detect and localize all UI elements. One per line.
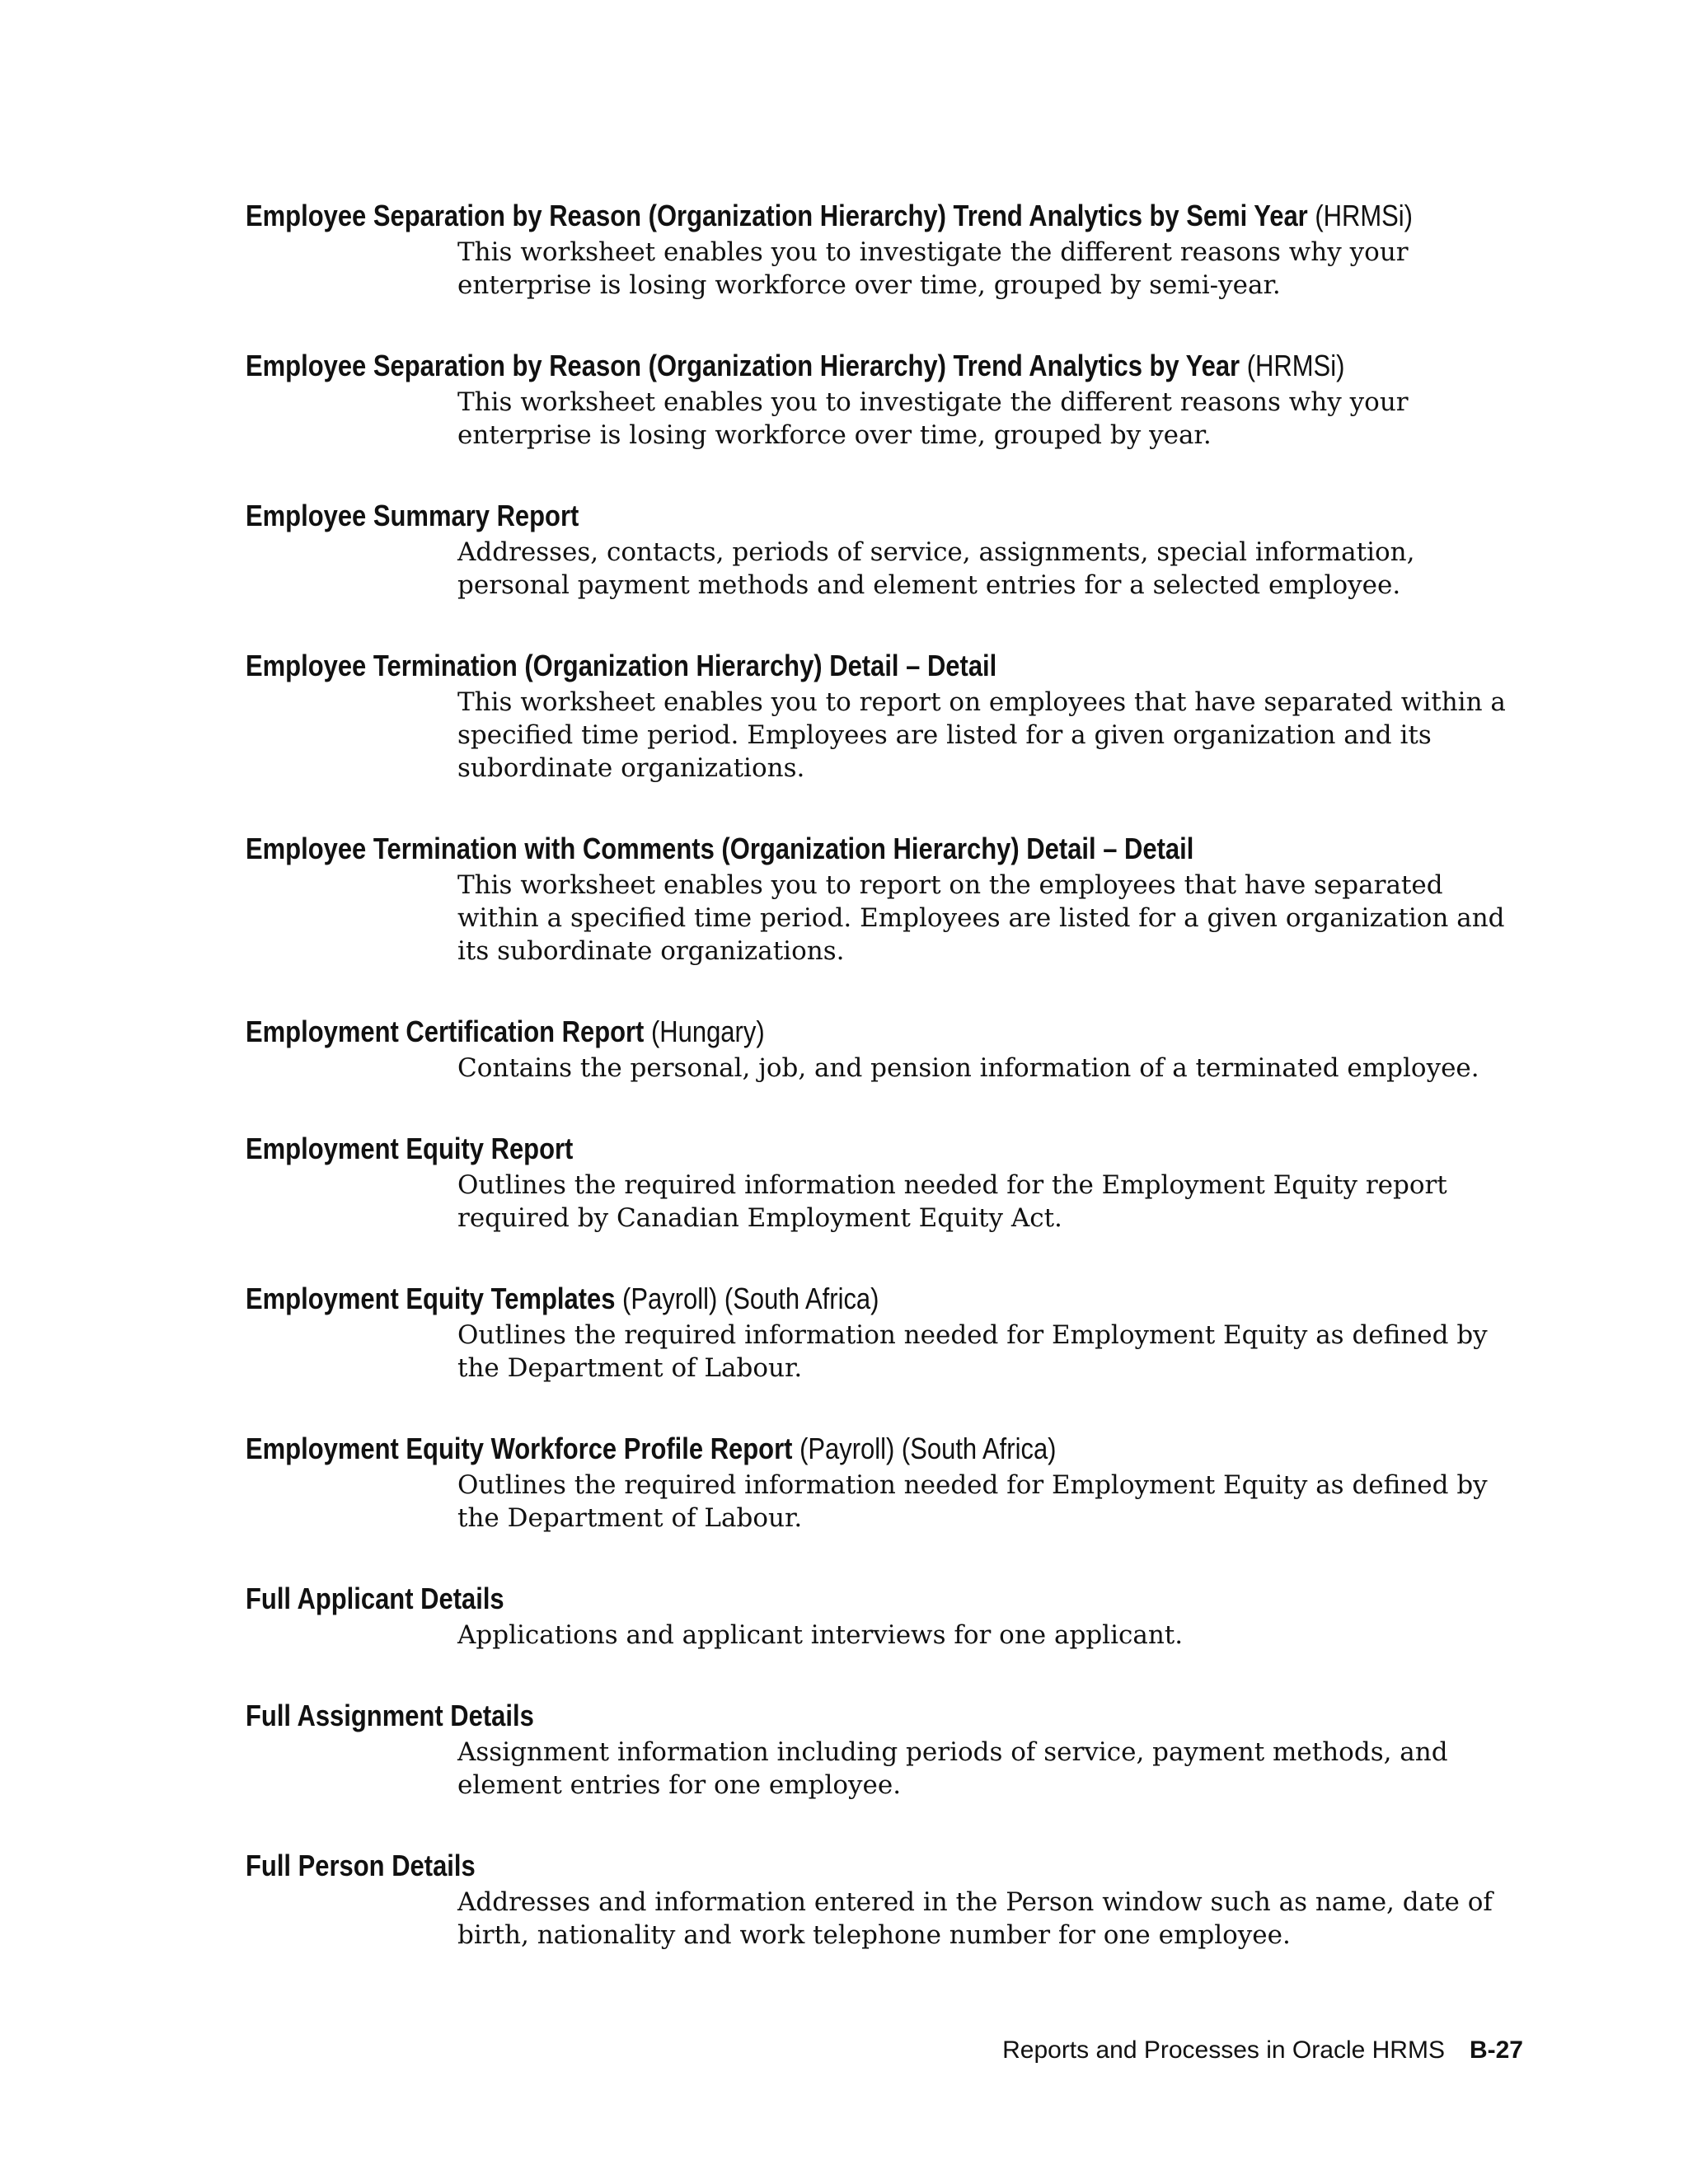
entry-title bbox=[246, 346, 1352, 386]
entry-description: Addresses, contacts, periods of service, assignments, special information, personal payment methods and element entries for a selected employee. bbox=[457, 537, 1415, 600]
entry-title bbox=[246, 1279, 1352, 1319]
entry-description: Addresses and information entered in the Person window such as name, date of birth, nationality and work telephone number for one employee. bbox=[457, 1887, 1493, 1950]
report-entry-list bbox=[246, 196, 1531, 1996]
entry-title-text: Employee Summary Report bbox=[246, 499, 579, 532]
entry-title-text: Employee Separation by Reason (Organization Hierarchy) Trend Analytics by Year bbox=[246, 349, 1240, 382]
entry-title-text: Full Person Details bbox=[246, 1849, 476, 1882]
entry-title bbox=[246, 1129, 1352, 1169]
entry-title-text: Employee Termination (Organization Hierarchy) Detail – Detail bbox=[246, 649, 997, 682]
report-entry bbox=[246, 1429, 1531, 1535]
entry-title-text: Employee Separation by Reason (Organization Hierarchy) Trend Analytics by Semi Year bbox=[246, 199, 1308, 232]
report-entry bbox=[246, 1129, 1531, 1235]
entry-qualifier: (Hungary) bbox=[650, 1015, 765, 1048]
entry-qualifier: (HRMSi) bbox=[1315, 199, 1413, 232]
entry-description: This worksheet enables you to report on employees that have separated within a specified time period. Employees are listed for a given organization and its subordinate organizations. bbox=[457, 687, 1506, 783]
report-entry bbox=[246, 829, 1531, 968]
entry-title-text: Employment Certification Report bbox=[246, 1015, 645, 1048]
entry-title-text: Full Applicant Details bbox=[246, 1582, 504, 1615]
report-entry bbox=[246, 1012, 1531, 1085]
report-entry bbox=[246, 1696, 1531, 1802]
report-entry bbox=[246, 1846, 1531, 1952]
report-entry bbox=[246, 496, 1531, 602]
entry-title-text: Employee Termination with Comments (Organization Hierarchy) Detail – Detail bbox=[246, 832, 1194, 865]
entry-description: This worksheet enables you to investigate the different reasons why your enterprise is losing workforce over time, grouped by semi-year. bbox=[457, 237, 1409, 300]
entry-qualifier: (Payroll) (South Africa) bbox=[799, 1432, 1057, 1465]
entry-title bbox=[246, 829, 1352, 869]
entry-description: This worksheet enables you to investigate the different reasons why your enterprise is losing workforce over time, grouped by year. bbox=[457, 387, 1409, 450]
entry-description: This worksheet enables you to report on the employees that have separated within a specified time period. Employees are listed for a given organization and its subordinate organizations. bbox=[457, 870, 1505, 966]
entry-qualifier: (HRMSi) bbox=[1246, 349, 1345, 382]
entry-description: Outlines the required information needed for Employment Equity as defined by the Department of Labour. bbox=[457, 1320, 1488, 1383]
entry-qualifier: (Payroll) (South Africa) bbox=[622, 1282, 879, 1315]
entry-description: Assignment information including periods of service, payment methods, and element entries for one employee. bbox=[457, 1737, 1448, 1800]
page-number: B-27 bbox=[1469, 2036, 1523, 2064]
report-entry bbox=[246, 196, 1531, 302]
report-entry bbox=[246, 646, 1531, 785]
entry-title bbox=[246, 1696, 1352, 1736]
entry-description: Outlines the required information needed for Employment Equity as defined by the Department of Labour. bbox=[457, 1470, 1488, 1533]
entry-title-text: Employment Equity Templates bbox=[246, 1282, 616, 1315]
entry-title bbox=[246, 196, 1413, 236]
page-footer bbox=[1002, 2034, 1523, 2067]
entry-title-text: Employment Equity Report bbox=[246, 1132, 574, 1165]
entry-title bbox=[246, 1429, 1352, 1469]
entry-title-text: Full Assignment Details bbox=[246, 1699, 534, 1732]
entry-title bbox=[246, 646, 1352, 686]
entry-title bbox=[246, 1846, 1352, 1886]
entry-description: Applications and applicant interviews for one applicant. bbox=[457, 1620, 1184, 1650]
report-entry bbox=[246, 1579, 1531, 1652]
report-entry bbox=[246, 346, 1531, 452]
entry-title bbox=[246, 1579, 1352, 1619]
entry-title-text: Employment Equity Workforce Profile Report bbox=[246, 1432, 793, 1465]
entry-title bbox=[246, 496, 1352, 536]
entry-description: Outlines the required information needed for the Employment Equity report required by Canadian Employment Equity Act. bbox=[457, 1170, 1447, 1233]
footer-text: Reports and Processes in Oracle HRMS bbox=[1002, 2036, 1445, 2064]
report-entry bbox=[246, 1279, 1531, 1385]
entry-description: Contains the personal, job, and pension information of a terminated employee. bbox=[457, 1053, 1479, 1083]
entry-title bbox=[246, 1012, 1352, 1052]
